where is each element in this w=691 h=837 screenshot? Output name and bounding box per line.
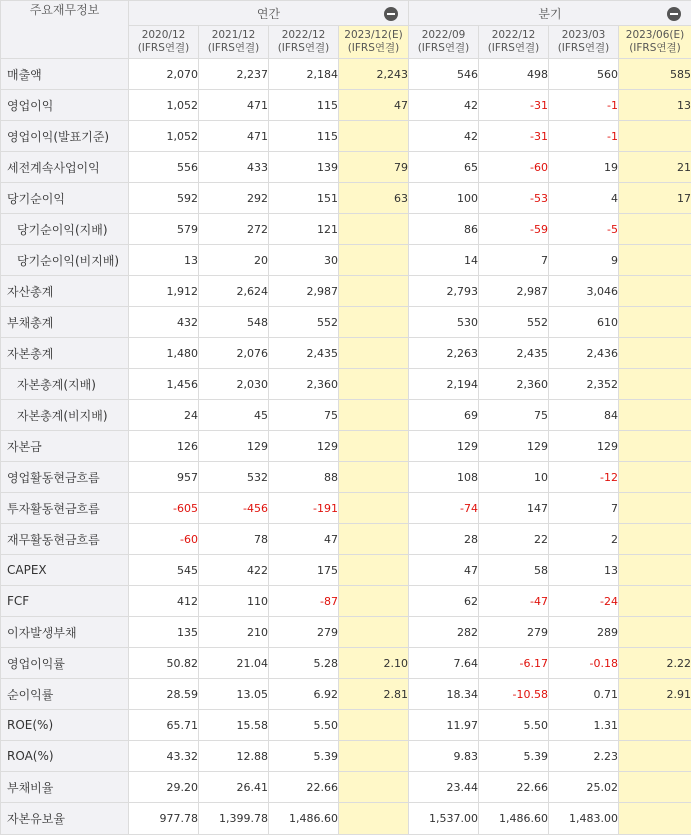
table-cell: 2,030 [199, 369, 269, 400]
table-cell: 2,436 [549, 338, 619, 369]
table-cell: 2,987 [269, 276, 339, 307]
table-cell: 2,237 [199, 59, 269, 90]
table-cell: 126 [129, 431, 199, 462]
table-cell: 13.05 [199, 679, 269, 710]
table-cell: -31 [479, 121, 549, 152]
table-cell: 75 [269, 400, 339, 431]
table-cell: 282 [409, 617, 479, 648]
table-cell: 560 [549, 59, 619, 90]
row-label: 영업이익(발표기준) [1, 121, 129, 152]
table-cell [619, 803, 691, 835]
table-cell: 210 [199, 617, 269, 648]
row-label: 재무활동현금흐름 [1, 524, 129, 555]
table-cell: 610 [549, 307, 619, 338]
table-cell [619, 121, 691, 152]
table-cell: 65.71 [129, 710, 199, 741]
column-basis: (IFRS연결) [347, 42, 400, 54]
table-cell: 1,052 [129, 90, 199, 121]
table-cell: -60 [479, 152, 549, 183]
table-cell: 433 [199, 152, 269, 183]
table-cell: 13 [129, 245, 199, 276]
table-cell: -191 [269, 493, 339, 524]
table-cell [339, 400, 409, 431]
table-cell: 546 [409, 59, 479, 90]
table-cell [619, 431, 691, 462]
table-cell [339, 338, 409, 369]
table-corner-title: 주요재무정보 [1, 1, 129, 59]
table-cell: 17 [619, 183, 691, 214]
table-row [1, 462, 691, 493]
column-header [339, 26, 409, 59]
table-row [1, 369, 691, 400]
table-cell: 548 [199, 307, 269, 338]
table-cell [619, 710, 691, 741]
row-label: 부채총계 [1, 307, 129, 338]
table-cell: 100 [409, 183, 479, 214]
row-label: 매출액 [1, 59, 129, 90]
row-label: ROA(%) [1, 741, 129, 772]
table-cell: 2,184 [269, 59, 339, 90]
table-cell: 110 [199, 586, 269, 617]
table-cell [339, 741, 409, 772]
table-cell: 45 [199, 400, 269, 431]
table-cell: 957 [129, 462, 199, 493]
row-label: 자산총계 [1, 276, 129, 307]
table-cell [339, 586, 409, 617]
row-label: 자본총계 [1, 338, 129, 369]
table-cell [619, 338, 691, 369]
table-cell: -47 [479, 586, 549, 617]
table-cell: 115 [269, 90, 339, 121]
table-cell: 6.92 [269, 679, 339, 710]
table-row [1, 772, 691, 803]
table-cell: 19 [549, 152, 619, 183]
table-cell: 84 [549, 400, 619, 431]
row-label: CAPEX [1, 555, 129, 586]
collapse-annual-icon[interactable] [384, 7, 398, 21]
column-basis: (IFRS연결) [277, 42, 330, 54]
table-row [1, 555, 691, 586]
table-row [1, 307, 691, 338]
table-cell [619, 524, 691, 555]
table-cell: 585 [619, 59, 691, 90]
column-period: 2022/09 [421, 29, 466, 41]
table-cell: 4 [549, 183, 619, 214]
table-cell: 63 [339, 183, 409, 214]
table-cell: 28.59 [129, 679, 199, 710]
table-cell: 0.71 [549, 679, 619, 710]
table-cell: 5.50 [479, 710, 549, 741]
column-basis: (IFRS연결) [417, 42, 470, 54]
table-cell [619, 586, 691, 617]
table-cell [339, 245, 409, 276]
annual-group-label: 연간 [256, 6, 281, 21]
table-cell: -1 [549, 121, 619, 152]
table-row [1, 338, 691, 369]
table-cell: -24 [549, 586, 619, 617]
table-cell [339, 431, 409, 462]
table-cell: 22 [479, 524, 549, 555]
table-cell: 78 [199, 524, 269, 555]
row-label: 순이익률 [1, 679, 129, 710]
table-cell: 147 [479, 493, 549, 524]
table-cell: 11.97 [409, 710, 479, 741]
table-cell: 29.20 [129, 772, 199, 803]
table-cell [619, 617, 691, 648]
table-cell: 42 [409, 121, 479, 152]
table-cell: 2,987 [479, 276, 549, 307]
table-cell: 9.83 [409, 741, 479, 772]
row-label: 영업이익 [1, 90, 129, 121]
table-cell [619, 400, 691, 431]
table-cell: 21.04 [199, 648, 269, 679]
table-row [1, 741, 691, 772]
table-cell: 129 [199, 431, 269, 462]
table-cell: 47 [339, 90, 409, 121]
table-cell: 2.91 [619, 679, 691, 710]
table-cell: 2.23 [549, 741, 619, 772]
table-cell: 175 [269, 555, 339, 586]
row-label: FCF [1, 586, 129, 617]
table-cell [339, 462, 409, 493]
table-row [1, 90, 691, 121]
table-cell: 2,360 [479, 369, 549, 400]
table-cell: 5.39 [269, 741, 339, 772]
table-cell: -74 [409, 493, 479, 524]
table-cell: 289 [549, 617, 619, 648]
row-label: 당기순이익 [1, 183, 129, 214]
table-cell [339, 214, 409, 245]
table-cell: 18.34 [409, 679, 479, 710]
row-label: 자본총계(지배) [1, 369, 129, 400]
table-row [1, 152, 691, 183]
table-cell: 15.58 [199, 710, 269, 741]
table-row [1, 400, 691, 431]
column-period: 2023/12(E) [344, 29, 403, 41]
table-cell: 75 [479, 400, 549, 431]
table-cell: 86 [409, 214, 479, 245]
column-basis: (IFRS연결) [629, 42, 681, 54]
collapse-quarterly-icon[interactable] [667, 7, 681, 21]
table-cell: 20 [199, 245, 269, 276]
table-cell [339, 555, 409, 586]
table-cell: -456 [199, 493, 269, 524]
table-row [1, 245, 691, 276]
table-cell [339, 803, 409, 835]
table-cell: 151 [269, 183, 339, 214]
table-cell: 2.10 [339, 648, 409, 679]
table-cell: 5.50 [269, 710, 339, 741]
table-cell: 1.31 [549, 710, 619, 741]
table-cell: 2,352 [549, 369, 619, 400]
table-cell [619, 214, 691, 245]
row-label: 자본유보율 [1, 803, 129, 835]
table-cell: 129 [269, 431, 339, 462]
column-period: 2023/06(E) [625, 29, 685, 41]
table-cell: 1,483.00 [549, 803, 619, 835]
table-cell: 22.66 [479, 772, 549, 803]
table-cell: -31 [479, 90, 549, 121]
table-cell [619, 276, 691, 307]
table-cell: 1,456 [129, 369, 199, 400]
table-cell: 2,194 [409, 369, 479, 400]
row-label: 자본금 [1, 431, 129, 462]
table-cell: 42 [409, 90, 479, 121]
table-cell: 530 [409, 307, 479, 338]
table-cell: 592 [129, 183, 199, 214]
table-cell: 7.64 [409, 648, 479, 679]
table-cell: 2,243 [339, 59, 409, 90]
table-cell: 1,486.60 [479, 803, 549, 835]
table-cell [619, 369, 691, 400]
table-cell: -60 [129, 524, 199, 555]
column-basis: (IFRS연결) [207, 42, 260, 54]
table-cell: 108 [409, 462, 479, 493]
row-label: 영업이익률 [1, 648, 129, 679]
column-header [129, 26, 199, 59]
row-label: 이자발생부채 [1, 617, 129, 648]
table-cell: 13 [549, 555, 619, 586]
table-cell: 12.88 [199, 741, 269, 772]
table-cell: 88 [269, 462, 339, 493]
column-basis: (IFRS연결) [137, 42, 190, 54]
table-cell: 2,070 [129, 59, 199, 90]
table-cell: -53 [479, 183, 549, 214]
table-cell: -10.58 [479, 679, 549, 710]
table-cell: 24 [129, 400, 199, 431]
table-cell: 552 [269, 307, 339, 338]
column-basis: (IFRS연결) [487, 42, 540, 54]
table-cell: -5 [549, 214, 619, 245]
table-cell: 5.28 [269, 648, 339, 679]
table-row [1, 214, 691, 245]
row-label: 당기순이익(비지배) [1, 245, 129, 276]
table-cell: 1,480 [129, 338, 199, 369]
table-cell: 1,399.78 [199, 803, 269, 835]
table-cell: 129 [479, 431, 549, 462]
row-label: 부채비율 [1, 772, 129, 803]
table-cell: 69 [409, 400, 479, 431]
table-cell: 2,360 [269, 369, 339, 400]
column-period: 2021/12 [211, 29, 256, 41]
table-cell [619, 245, 691, 276]
table-cell: 79 [339, 152, 409, 183]
table-cell [339, 307, 409, 338]
table-cell: 47 [269, 524, 339, 555]
table-cell: 498 [479, 59, 549, 90]
table-cell: -59 [479, 214, 549, 245]
column-period: 2022/12 [491, 29, 536, 41]
table-cell: -0.18 [549, 648, 619, 679]
column-period: 2020/12 [141, 29, 186, 41]
table-cell: 432 [129, 307, 199, 338]
column-header [619, 26, 691, 59]
table-cell: 7 [549, 493, 619, 524]
table-cell: 135 [129, 617, 199, 648]
table-cell: 5.39 [479, 741, 549, 772]
table-cell: 1,052 [129, 121, 199, 152]
table-cell: 552 [479, 307, 549, 338]
row-label: 자본총계(비지배) [1, 400, 129, 431]
quarterly-group-header [409, 1, 691, 26]
table-row [1, 803, 691, 835]
annual-group-header [129, 1, 409, 26]
table-row [1, 431, 691, 462]
table-row [1, 183, 691, 214]
table-cell: 412 [129, 586, 199, 617]
table-cell: 2,435 [269, 338, 339, 369]
table-cell: 25.02 [549, 772, 619, 803]
table-cell: 58 [479, 555, 549, 586]
table-cell [339, 710, 409, 741]
table-row [1, 276, 691, 307]
table-row [1, 493, 691, 524]
table-cell: 22.66 [269, 772, 339, 803]
table-cell [619, 555, 691, 586]
table-row [1, 524, 691, 555]
table-cell: 2,624 [199, 276, 269, 307]
column-header [269, 26, 339, 59]
column-period: 2023/03 [561, 29, 606, 41]
table-cell: -87 [269, 586, 339, 617]
table-cell: 139 [269, 152, 339, 183]
table-cell [339, 369, 409, 400]
table-cell: 47 [409, 555, 479, 586]
table-cell [339, 276, 409, 307]
row-label: ROE(%) [1, 710, 129, 741]
table-cell: 2.22 [619, 648, 691, 679]
row-label: 영업활동현금흐름 [1, 462, 129, 493]
column-header [549, 26, 619, 59]
table-cell: 471 [199, 121, 269, 152]
table-row [1, 59, 691, 90]
table-cell [619, 741, 691, 772]
table-cell [619, 307, 691, 338]
table-cell: 556 [129, 152, 199, 183]
table-cell [619, 772, 691, 803]
table-cell: 2 [549, 524, 619, 555]
table-cell [339, 772, 409, 803]
table-cell: 129 [409, 431, 479, 462]
table-cell: 2,435 [479, 338, 549, 369]
table-cell: 2,793 [409, 276, 479, 307]
table-cell: 545 [129, 555, 199, 586]
table-cell: -12 [549, 462, 619, 493]
table-cell: 2,263 [409, 338, 479, 369]
column-basis: (IFRS연결) [557, 42, 610, 54]
table-cell: 579 [129, 214, 199, 245]
column-header [199, 26, 269, 59]
column-header [479, 26, 549, 59]
table-cell: 1,486.60 [269, 803, 339, 835]
table-cell: 2.81 [339, 679, 409, 710]
table-row [1, 617, 691, 648]
table-cell: 121 [269, 214, 339, 245]
table-cell: 532 [199, 462, 269, 493]
table-cell: 28 [409, 524, 479, 555]
table-cell: -1 [549, 90, 619, 121]
table-cell: 1,912 [129, 276, 199, 307]
table-cell [339, 121, 409, 152]
row-label: 당기순이익(지배) [1, 214, 129, 245]
quarterly-group-label: 분기 [538, 6, 562, 21]
table-cell: 3,046 [549, 276, 619, 307]
table-cell: 10 [479, 462, 549, 493]
row-label: 세전계속사업이익 [1, 152, 129, 183]
table-cell: 50.82 [129, 648, 199, 679]
table-cell: 13 [619, 90, 691, 121]
table-cell: 279 [479, 617, 549, 648]
table-cell: 977.78 [129, 803, 199, 835]
table-cell: 62 [409, 586, 479, 617]
table-cell: 9 [549, 245, 619, 276]
table-row [1, 648, 691, 679]
table-cell: 115 [269, 121, 339, 152]
column-header [409, 26, 479, 59]
table-cell: 2,076 [199, 338, 269, 369]
table-cell [619, 493, 691, 524]
table-cell: 21 [619, 152, 691, 183]
table-cell: 23.44 [409, 772, 479, 803]
financial-rows [1, 59, 691, 835]
table-cell: 30 [269, 245, 339, 276]
table-cell: -6.17 [479, 648, 549, 679]
table-cell: -605 [129, 493, 199, 524]
table-row [1, 121, 691, 152]
table-cell: 1,537.00 [409, 803, 479, 835]
table-cell: 422 [199, 555, 269, 586]
table-cell: 65 [409, 152, 479, 183]
table-row [1, 710, 691, 741]
table-cell [339, 493, 409, 524]
table-cell: 292 [199, 183, 269, 214]
table-cell: 14 [409, 245, 479, 276]
table-row [1, 679, 691, 710]
table-row [1, 586, 691, 617]
table-cell [339, 617, 409, 648]
table-cell [339, 524, 409, 555]
table-cell: 129 [549, 431, 619, 462]
table-cell: 279 [269, 617, 339, 648]
table-cell: 7 [479, 245, 549, 276]
table-cell: 43.32 [129, 741, 199, 772]
table-cell: 471 [199, 90, 269, 121]
table-cell: 272 [199, 214, 269, 245]
table-cell: 26.41 [199, 772, 269, 803]
column-period: 2022/12 [281, 29, 326, 41]
row-label: 투자활동현금흐름 [1, 493, 129, 524]
table-cell [619, 462, 691, 493]
